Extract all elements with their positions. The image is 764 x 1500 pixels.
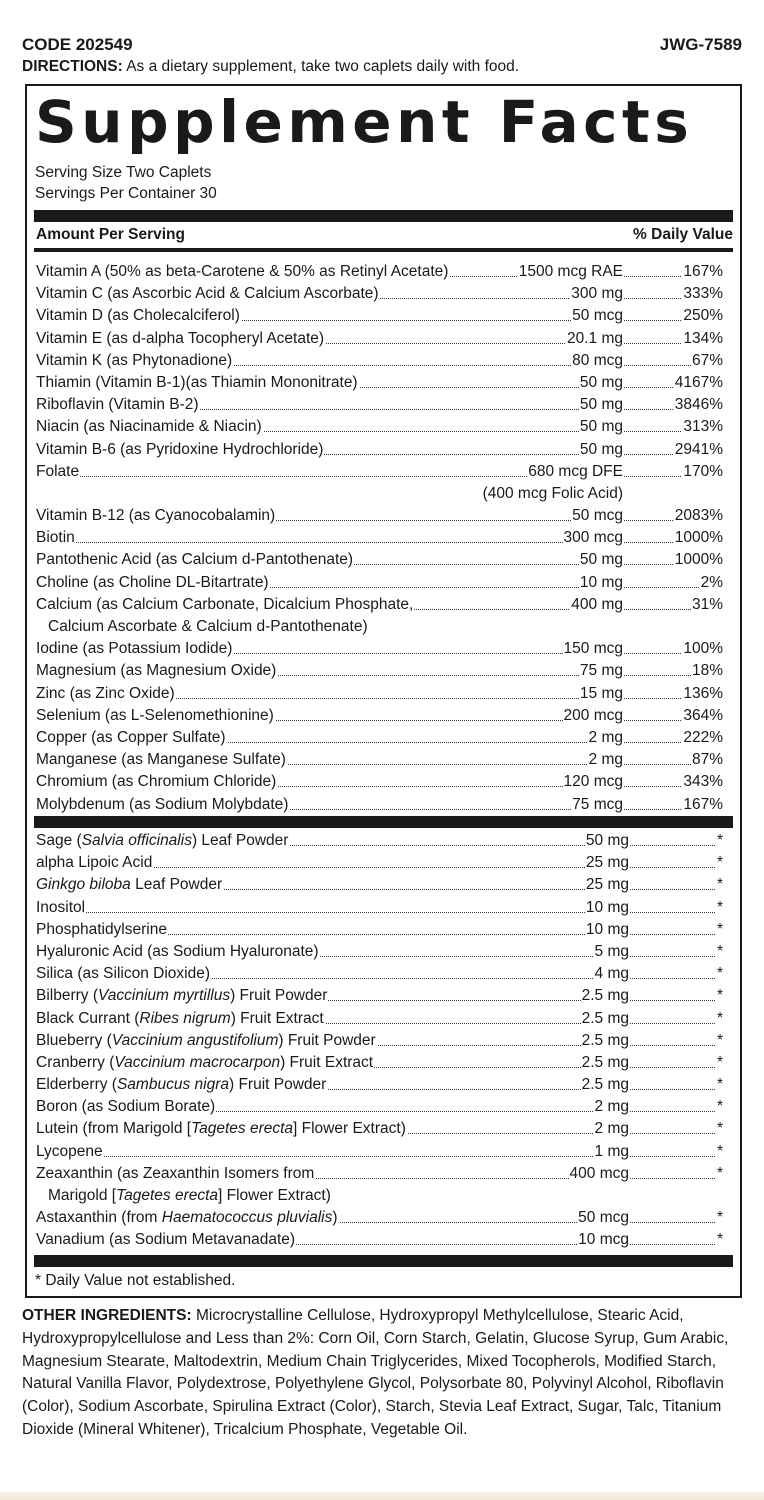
nutrient-daily-value: 313% <box>682 416 723 438</box>
ingredient-name-part: Elderberry ( <box>36 1076 117 1094</box>
ingredient-amount: 4 mg <box>594 963 629 985</box>
ingredient-name <box>36 854 153 871</box>
ingredient-name-part: ) Fruit Extract <box>230 1009 324 1027</box>
nutrient-daily-value: 3846% <box>674 394 723 416</box>
ingredient-row <box>36 852 723 874</box>
nutrient-amount: 50 mcg <box>571 305 623 327</box>
ingredient-row <box>36 919 723 941</box>
ingredient-amount: 10 mg <box>585 919 629 941</box>
directions <box>22 58 519 76</box>
nutrient-amount: 50 mg <box>579 549 623 571</box>
nutrient-row <box>36 749 723 771</box>
nutrient-name: Copper (as Copper Sulfate) <box>36 728 226 746</box>
ingredient-amount: 10 mg <box>585 897 629 919</box>
nutrient-row <box>36 660 723 682</box>
column-header <box>34 226 733 246</box>
nutrient-name: Vitamin D (as Cholecalciferol) <box>36 307 240 325</box>
nutrient-row <box>36 705 723 727</box>
ingredient-name <box>36 1032 377 1049</box>
daily-value-asterisk: * <box>716 897 723 919</box>
ingredient-amount: 10 mcg <box>577 1229 629 1251</box>
nutrient-amount: 20.1 mg <box>566 328 623 350</box>
nutrient-daily-value: 343% <box>682 771 723 793</box>
ingredient-name <box>36 876 223 893</box>
product-code: CODE 202549 <box>22 35 133 54</box>
nutrient-daily-value: 136% <box>682 683 723 705</box>
ingredient-amount: 50 mg <box>585 830 629 852</box>
daily-value-asterisk: * <box>716 830 723 852</box>
nutrient-name: Niacin (as Niacinamide & Niacin) <box>36 418 262 436</box>
ingredient-name <box>36 1054 374 1071</box>
ingredient-name <box>36 921 168 938</box>
ingredient-name <box>36 1076 327 1093</box>
nutrient-row <box>36 638 723 660</box>
nutrient-daily-value: 364% <box>682 705 723 727</box>
divider-thick-bottom <box>34 1255 733 1267</box>
nutrient-name: Zinc (as Zinc Oxide) <box>36 684 175 702</box>
nutrient-name: Biotin <box>36 529 75 547</box>
nutrient-name: Vitamin A (50% as beta-Carotene & 50% as Retinyl Acetate) <box>36 263 449 280</box>
ingredient-row <box>36 1185 723 1207</box>
ingredient-amount: 400 mcg <box>569 1163 629 1185</box>
nutrient-row <box>36 283 723 305</box>
ingredient-name-continued <box>48 1187 331 1204</box>
nutrient-amount: 120 mcg <box>563 771 623 793</box>
daily-value-header: % Daily Value <box>633 226 733 243</box>
nutrient-daily-value: 2083% <box>674 505 723 527</box>
nutrient-daily-value: 250% <box>682 305 723 327</box>
ingredient-row <box>36 1229 723 1251</box>
nutrient-daily-value: 67% <box>691 350 723 372</box>
nutrient-amount: 10 mg <box>579 572 623 594</box>
nutrient-amount: 50 mg <box>579 416 623 438</box>
ingredient-row <box>36 1141 723 1163</box>
nutrient-name: Folate <box>36 462 80 480</box>
ingredient-latin-name: Haematococcus pluvialis <box>161 1209 333 1227</box>
nutrient-amount: 50 mcg <box>571 505 623 527</box>
nutrient-row <box>36 771 723 793</box>
ingredient-name <box>36 987 328 1004</box>
nutrient-row <box>36 683 723 705</box>
nutrient-name: Thiamin (Vitamin B-1)(as Thiamin Mononitrate) <box>36 373 358 391</box>
nutrient-daily-value: 4167% <box>674 372 723 394</box>
nutrient-amount: 15 mg <box>579 683 623 705</box>
ingredient-name-part: Black Currant ( <box>36 1009 140 1027</box>
nutrient-name: Calcium (as Calcium Carbonate, Dicalcium Phosphate, <box>36 595 414 613</box>
nutrient-note: (400 mcg Folic Acid) <box>482 484 623 502</box>
ingredient-name-part: Cranberry ( <box>36 1053 115 1071</box>
nutrient-name: Choline (as Choline DL-Bitartrate) <box>36 573 269 591</box>
daily-value-asterisk: * <box>716 963 723 985</box>
nutrient-daily-value: 100% <box>682 638 723 660</box>
ingredient-name-part: Boron (as Sodium Borate) <box>36 1098 216 1116</box>
divider-thick-middle <box>34 816 733 828</box>
nutrient-row <box>36 372 723 394</box>
ingredient-amount: 2.5 mg <box>581 1074 629 1096</box>
ingredient-row <box>36 1074 723 1096</box>
nutrient-amount: 50 mg <box>579 394 623 416</box>
ingredient-row <box>36 1118 723 1140</box>
daily-value-asterisk: * <box>716 1052 723 1074</box>
nutrient-amount: 680 mcg DFE <box>527 461 623 483</box>
nutrient-row <box>36 261 723 283</box>
ingredient-name <box>36 1098 216 1115</box>
divider-thick-top <box>34 210 733 222</box>
ingredient-name <box>36 899 86 916</box>
ingredient-latin-name: Vaccinium myrtillus <box>98 987 231 1005</box>
nutrient-amount: 75 mg <box>579 660 623 682</box>
ingredient-name-part: Inositol <box>36 898 86 916</box>
nutrient-name: Magnesium (as Magnesium Oxide) <box>36 662 277 680</box>
ingredient-name <box>36 1165 315 1182</box>
nutrient-name: Chromium (as Chromium Chloride) <box>36 773 277 791</box>
ingredient-name-part: Marigold [ <box>48 1187 117 1204</box>
ingredient-latin-name: Vaccinium angustifolium <box>111 1031 279 1049</box>
ingredient-name-part: Sage ( <box>36 832 82 849</box>
daily-value-asterisk: * <box>716 852 723 874</box>
daily-value-asterisk: * <box>716 985 723 1007</box>
ingredient-name <box>36 943 320 960</box>
ingredient-name-part: ) Fruit Extract <box>280 1053 374 1071</box>
servings-per-container: Servings Per Container 30 <box>35 185 217 202</box>
ingredient-name <box>36 1231 296 1248</box>
ingredient-latin-name: Salvia officinalis <box>81 832 192 849</box>
ingredient-row <box>36 830 723 852</box>
nutrient-name: Vitamin E (as d-alpha Tocopheryl Acetate) <box>36 329 325 347</box>
nutrient-daily-value: 1000% <box>674 527 723 549</box>
ingredient-row <box>36 1207 723 1229</box>
nutrient-name: Molybdenum (as Sodium Molybdate) <box>36 795 289 813</box>
ingredient-name-part: Bilberry ( <box>36 987 99 1005</box>
nutrient-name: Pantothenic Acid (as Calcium d-Pantothenate) <box>36 551 354 569</box>
directions-text: As a dietary supplement, take two caplets daily with food. <box>122 58 520 75</box>
daily-value-asterisk: * <box>716 1163 723 1185</box>
ingredient-name <box>36 1010 325 1027</box>
ingredient-amount: 1 mg <box>594 1141 629 1163</box>
nutrient-amount: 75 mcg <box>571 794 623 816</box>
nutrient-amount: 80 mcg <box>571 350 623 372</box>
ingredient-name-part: Lycopene <box>36 1142 103 1160</box>
ingredient-name-part: Zeaxanthin (as Zeaxanthin Isomers from <box>36 1164 315 1182</box>
ingredient-amount: 2.5 mg <box>581 1030 629 1052</box>
nutrient-daily-value: 2% <box>700 572 723 594</box>
nutrient-daily-value: 222% <box>682 727 723 749</box>
nutrient-row <box>36 461 723 483</box>
daily-value-asterisk: * <box>716 1008 723 1030</box>
nutrient-row <box>36 328 723 350</box>
ingredient-name-part: Silica (as Silicon Dioxide) <box>36 965 211 983</box>
other-ingredients <box>22 1305 742 1442</box>
ingredient-amount: 2.5 mg <box>581 1052 629 1074</box>
nutrient-name: Selenium (as L-Selenomethionine) <box>36 706 274 724</box>
serving-size: Serving Size Two Caplets <box>35 164 212 181</box>
daily-value-asterisk: * <box>716 941 723 963</box>
nutrient-daily-value: 18% <box>691 660 723 682</box>
nutrient-amount: 300 mcg <box>563 527 623 549</box>
ingredient-row <box>36 985 723 1007</box>
nutrient-daily-value: 333% <box>682 283 723 305</box>
ingredient-row <box>36 1008 723 1030</box>
ingredient-amount: 2.5 mg <box>581 1008 629 1030</box>
daily-value-asterisk: * <box>716 1030 723 1052</box>
ingredient-row <box>36 1030 723 1052</box>
package-edge <box>0 1492 764 1500</box>
nutrient-name: Iodine (as Potassium Iodide) <box>36 640 233 658</box>
ingredient-name-part: Leaf Powder <box>130 876 223 894</box>
nutrient-row <box>36 394 723 416</box>
ingredient-latin-name: Tagetes erecta <box>116 1187 219 1204</box>
other-ingredients-text: Microcrystalline Cellulose, Hydroxypropyl Methylcellulose, Stearic Acid, Hydroxypropylcellulose and Less than 2%: Corn Oil, Corn Starch, Gelatin, Glucose Syrup, Gum Arabic, Magnesium Stearate, Maltodextrin, Medium Chain Triglycerides, Mixed Tocopherols, Modified Starch, Natural Vanilla Flavor, Polydextrose, Polyethylene Glycol, Polysorbate 80, Polyvinyl Alcohol, Riboflavin (Color), Sodium Ascorbate, Spirulina Extract (Color), Starch, Stevia Leaf Extract, Sugar, Talc, Titanium Dioxide (Mineral Whitener), Tricalcium Phosphate, Vegetable Oil. <box>22 1307 729 1438</box>
ingredient-row <box>36 1052 723 1074</box>
vitamins-list <box>36 261 723 816</box>
daily-value-asterisk: * <box>716 1074 723 1096</box>
ingredient-name-part: Blueberry ( <box>36 1031 112 1049</box>
ingredient-name-part: ] Flower Extract) <box>293 1120 406 1138</box>
ingredient-row <box>36 1163 723 1185</box>
ingredient-name <box>36 965 211 982</box>
ingredient-row <box>36 1096 723 1118</box>
ingredient-name-part: ) Fruit Powder <box>278 1031 376 1049</box>
nutrient-row <box>36 527 723 549</box>
label-header <box>22 35 742 55</box>
nutrient-row <box>36 594 723 616</box>
supplement-facts-panel <box>25 84 742 1298</box>
nutrient-row <box>36 727 723 749</box>
nutrient-daily-value: 134% <box>682 328 723 350</box>
ingredient-row <box>36 874 723 896</box>
ingredient-name-part: Hyaluronic Acid (as Sodium Hyaluronate) <box>36 942 319 960</box>
ingredient-name <box>36 1143 104 1160</box>
other-ingredients-label: OTHER INGREDIENTS: <box>22 1307 192 1324</box>
nutrient-row <box>36 305 723 327</box>
ingredient-name <box>36 1120 407 1137</box>
ingredient-name-part: Vanadium (as Sodium Metavanadate) <box>36 1231 296 1249</box>
nutrient-amount: 400 mg <box>570 594 623 616</box>
ingredient-latin-name: Ribes nigrum <box>139 1009 231 1027</box>
nutrient-row <box>36 549 723 571</box>
nutrient-amount: 1500 mcg RAE <box>518 261 623 283</box>
daily-value-asterisk: * <box>716 1118 723 1140</box>
nutrient-row <box>36 794 723 816</box>
nutrient-name: Vitamin B-6 (as Pyridoxine Hydrochloride) <box>36 440 324 458</box>
nutrient-row <box>36 572 723 594</box>
nutrient-daily-value: 1000% <box>674 549 723 571</box>
nutrient-amount: 300 mg <box>570 283 623 305</box>
nutrient-row <box>36 439 723 461</box>
ingredient-name-part: ] Flower Extract) <box>218 1187 331 1204</box>
nutrient-amount: 50 mg <box>579 439 623 461</box>
ingredient-amount: 25 mg <box>585 852 629 874</box>
nutrient-amount: 150 mcg <box>563 638 623 660</box>
ingredient-amount: 2 mg <box>594 1096 629 1118</box>
divider-medium <box>34 248 733 252</box>
ingredient-name-part: ) Fruit Powder <box>228 1076 327 1094</box>
ingredient-name-part: ) <box>332 1209 338 1227</box>
daily-value-asterisk: * <box>716 1207 723 1229</box>
ingredient-name <box>36 1209 339 1226</box>
nutrient-daily-value: 167% <box>682 261 723 283</box>
ingredient-row <box>36 963 723 985</box>
daily-value-asterisk: * <box>716 1229 723 1251</box>
nutrient-name: Riboflavin (Vitamin B-2) <box>36 396 199 414</box>
ingredient-row <box>36 941 723 963</box>
ingredient-amount: 25 mg <box>585 874 629 896</box>
nutrient-daily-value: 167% <box>682 794 723 816</box>
nutrient-row <box>36 483 723 505</box>
footnote: * Daily Value not established. <box>35 1272 236 1289</box>
ingredient-name-part: ) Leaf Powder <box>191 832 289 849</box>
ingredient-amount: 50 mcg <box>577 1207 629 1229</box>
ingredient-name-part: ) Fruit Powder <box>230 987 328 1005</box>
ingredient-amount: 2.5 mg <box>581 985 629 1007</box>
amount-per-serving-header: Amount Per Serving <box>36 226 185 243</box>
daily-value-asterisk: * <box>716 1141 723 1163</box>
daily-value-asterisk: * <box>716 919 723 941</box>
ingredient-name-part: alpha Lipoic Acid <box>36 854 153 872</box>
nutrient-name: Manganese (as Manganese Sulfate) <box>36 751 286 769</box>
nutrient-name: Vitamin K (as Phytonadione) <box>36 351 233 369</box>
nutrient-row <box>36 505 723 527</box>
nutrient-daily-value: 170% <box>682 461 723 483</box>
nutrient-daily-value: 87% <box>691 749 723 771</box>
nutrient-amount: 200 mcg <box>563 705 623 727</box>
ingredient-latin-name: Tagetes erecta <box>191 1120 294 1138</box>
nutrient-row <box>36 416 723 438</box>
directions-label: DIRECTIONS: <box>22 58 123 75</box>
nutrient-amount: 2 mg <box>588 727 623 749</box>
nutrient-name: Vitamin C (as Ascorbic Acid & Calcium Ascorbate) <box>36 285 379 303</box>
ingredient-amount: 2 mg <box>594 1118 629 1140</box>
nutrient-name: Vitamin B-12 (as Cyanocobalamin) <box>36 507 276 525</box>
nutrient-amount: 50 mg <box>579 372 623 394</box>
ingredient-row <box>36 897 723 919</box>
nutrient-daily-value: 31% <box>691 594 723 616</box>
nutrient-row <box>36 350 723 372</box>
ingredient-latin-name: Ginkgo biloba <box>36 876 131 894</box>
nutrient-daily-value: 2941% <box>674 439 723 461</box>
ingredient-name <box>36 832 289 849</box>
ingredient-amount: 5 mg <box>594 941 629 963</box>
nutrient-row <box>36 616 723 638</box>
nutrient-name-continued: Calcium Ascorbate & Calcium d-Pantothenate) <box>48 618 368 635</box>
daily-value-asterisk: * <box>716 1096 723 1118</box>
jwg-code: JWG-7589 <box>659 35 742 54</box>
nutrient-amount: 2 mg <box>588 749 623 771</box>
ingredient-latin-name: Vaccinium macrocarpon <box>114 1053 281 1071</box>
panel-title: Supplement Facts <box>35 88 694 156</box>
daily-value-asterisk: * <box>716 874 723 896</box>
ingredient-latin-name: Sambucus nigra <box>116 1076 229 1094</box>
ingredient-name-part: Astaxanthin (from <box>36 1209 162 1227</box>
ingredient-name-part: Lutein (from Marigold [ <box>36 1120 192 1138</box>
ingredient-name-part: Phosphatidylserine <box>36 920 167 938</box>
other-nutrients-list <box>36 830 723 1252</box>
